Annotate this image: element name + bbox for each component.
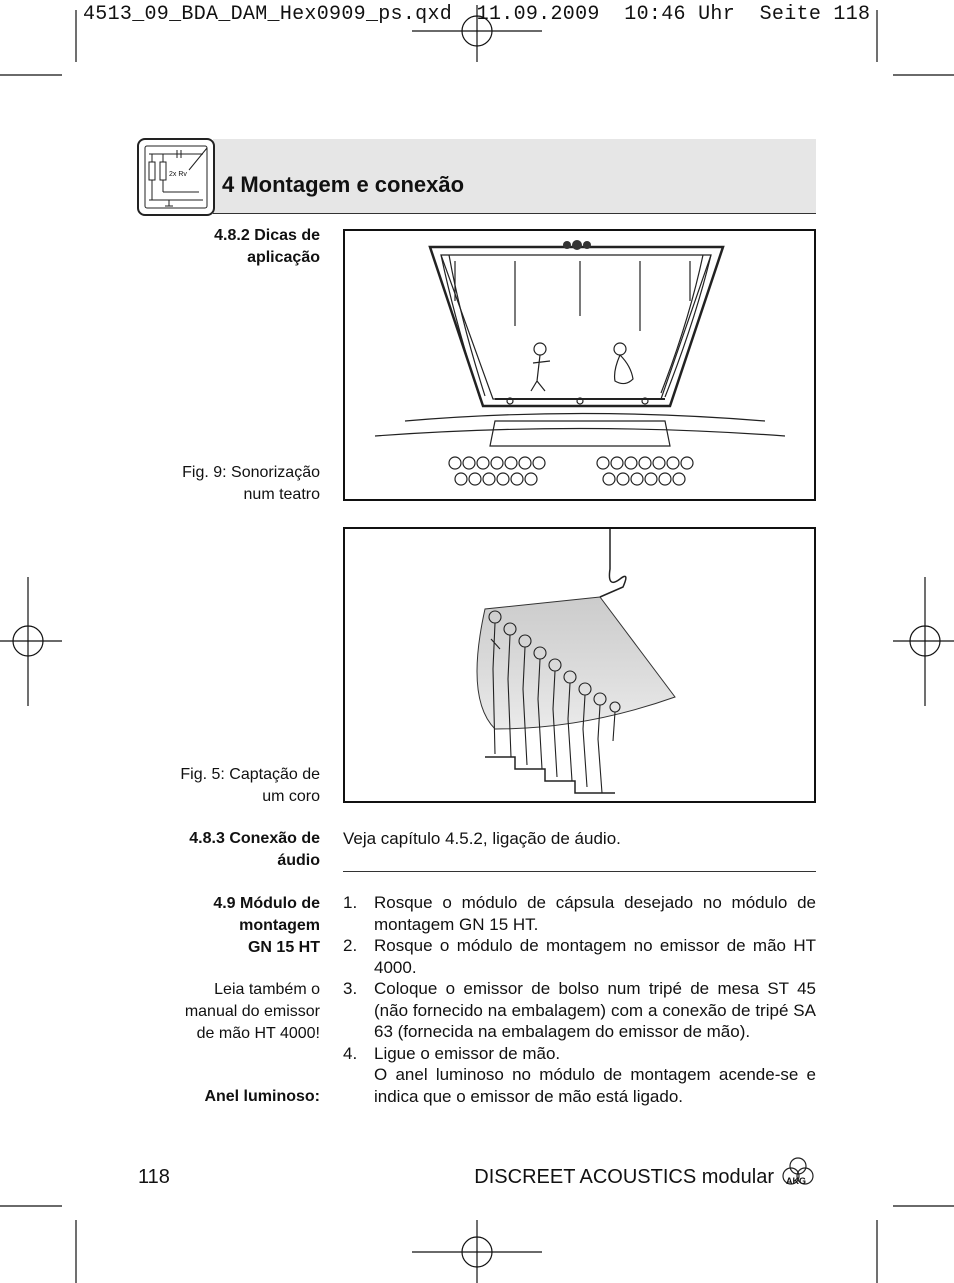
section-4-8-2-title: 4.8.2 Dicas de aplicação — [214, 227, 320, 266]
slug-line: 4513_09_BDA_DAM_Hex0909_ps.qxd 11.09.2009 10:46 Uhr Seite 118 — [83, 3, 871, 26]
theatre-illustration — [345, 231, 814, 499]
choir-illustration — [345, 529, 814, 801]
register-target-left — [0, 577, 62, 706]
logo-label: 2x Rv — [169, 171, 187, 178]
step-4-extra: O anel luminoso no módulo de montagem acende-se e indica que o emissor de mão está ligado. — [374, 1065, 816, 1106]
register-target-right — [893, 577, 954, 706]
figure-9-caption: Fig. 9: Sonorização num teatro — [182, 464, 320, 503]
figure-choir — [343, 527, 816, 803]
figure-5-caption: Fig. 5: Captação de um coro — [180, 766, 320, 805]
section-4-8-3-text: Veja capítulo 4.5.2, ligação de áudio. — [343, 829, 621, 848]
steps-list — [343, 892, 816, 1107]
step-item: 4. Ligue o emissor de mão. O anel luminoso no módulo de montagem acende-se e indica que o emissor de mão está ligado. — [343, 1043, 816, 1106]
register-target-bottom — [412, 1220, 542, 1283]
akg-logo — [780, 1156, 816, 1190]
step-item: 1. Rosque o módulo de cápsula desejado no módulo de montagem GN 15 HT. — [343, 893, 816, 934]
page-number: 118 — [138, 1166, 170, 1188]
manual-note: Leia também o manual do emissor de mão HT 4000! — [184, 981, 320, 1042]
step-item: 2. Rosque o módulo de montagem no emissor de mão HT 4000. — [343, 936, 816, 977]
step-item: 3. Coloque o emissor de bolso num tripé de mesa ST 45 (não fornecido na embalagem) com a conexão de tripé SA 63 (fornecida na embalagem do emissor de mão). — [343, 979, 816, 1041]
product-name: DISCREET ACOUSTICS modular — [474, 1166, 774, 1188]
figure-theatre — [343, 229, 816, 501]
ring-label: Anel luminoso: — [204, 1088, 320, 1105]
circuit-logo — [137, 138, 215, 216]
page-title: 4 Montagem e conexão — [222, 172, 465, 197]
section-4-8-3-title: 4.8.3 Conexão de áudio — [189, 830, 320, 869]
akg-logo-text: AKG — [786, 1176, 806, 1186]
section-4-9-title: 4.9 Módulo de montagem GN 15 HT — [213, 895, 320, 956]
section-divider — [343, 871, 816, 872]
register-target-top — [412, 5, 542, 62]
